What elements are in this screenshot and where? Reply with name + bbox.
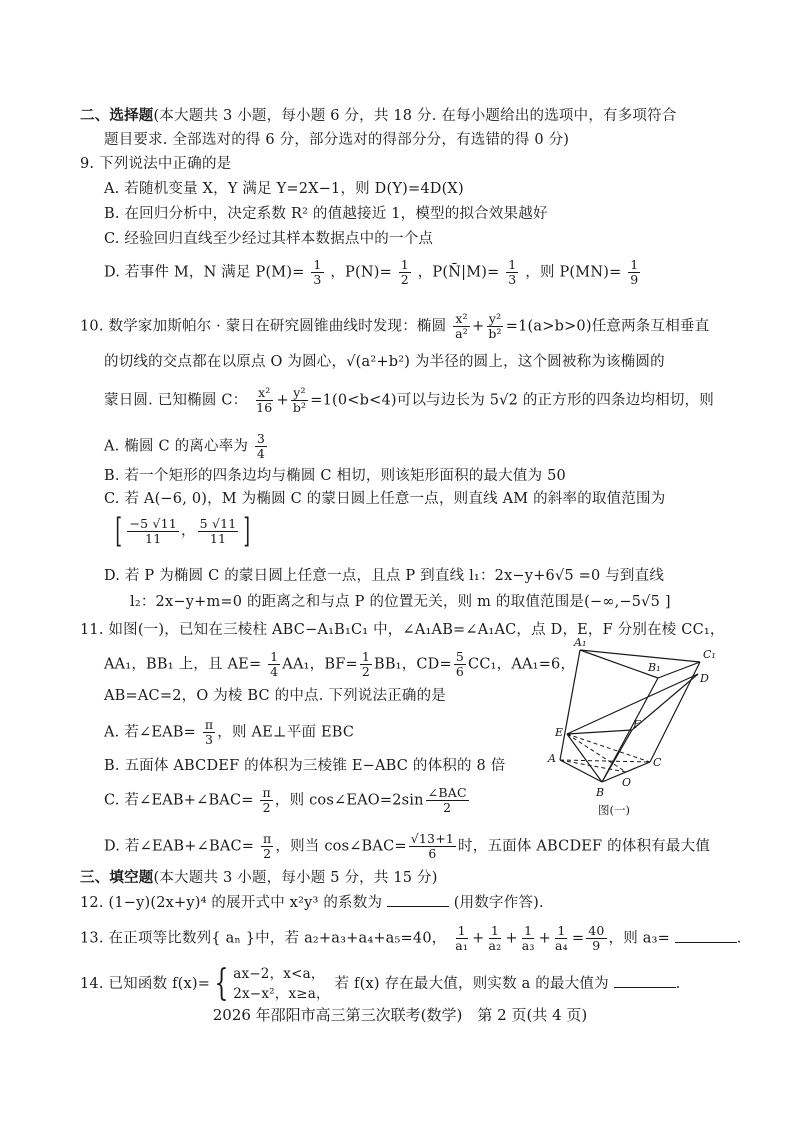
- q9-d-text: ，P(N̄|M)=: [417, 264, 500, 281]
- fraction: [254, 386, 274, 415]
- label-b: B: [596, 786, 605, 799]
- denominator: 6: [455, 664, 465, 679]
- q10-line-1: [80, 312, 709, 341]
- section-multi-intro-2: 题目要求. 全部选对的得 6 分，部分选对的得部分分，有选错的得 0 分): [104, 132, 570, 148]
- denominator: 11: [209, 530, 227, 546]
- edge-e-c-hidden: [567, 734, 650, 762]
- label-e: E: [555, 726, 564, 739]
- numerator: 1: [508, 257, 517, 272]
- numerator: 1: [361, 649, 370, 664]
- q13-text: .: [736, 930, 742, 947]
- section-multi-header: [80, 106, 677, 126]
- denominator: 2: [443, 800, 452, 815]
- section-fill-intro: (本大题共 3 小题，每小题 5 分，共 15 分): [153, 870, 438, 886]
- numerator: 3: [256, 431, 266, 446]
- numerator: y²: [293, 385, 306, 400]
- numerator: π: [262, 785, 271, 800]
- fraction: [260, 786, 272, 815]
- denominator: 2: [400, 272, 409, 287]
- denominator: a₄: [554, 938, 568, 953]
- denominator: a₃: [521, 938, 535, 953]
- q11-d-text: ，则当 cos∠BAC=: [275, 838, 407, 855]
- fraction: [453, 924, 470, 953]
- q11-c-text: ，则 cos∠EAO=2sin: [274, 792, 424, 809]
- edge-a-b: [560, 760, 602, 782]
- edge-e-f: [567, 730, 632, 734]
- q10-text: =1(a>b>0)任意两条互相垂直: [505, 318, 710, 335]
- q11-option-c: [104, 786, 471, 815]
- q10-line-2: 的切线的交点都在以原点 O 为圆心，√(a²+b²) 为半径的圆上，这个圆被称为该椭圆的: [104, 354, 665, 370]
- fraction: [553, 924, 570, 953]
- denominator: 3: [204, 732, 214, 747]
- q11-a-text: A. 若∠EAB=: [104, 724, 197, 741]
- case-1: ax−2，x<a，: [233, 966, 325, 982]
- q12-text: (用数字作答).: [453, 895, 544, 911]
- edge-f-b: [602, 730, 632, 782]
- numerator: 1: [457, 923, 466, 938]
- left-bracket-icon: [: [115, 511, 123, 551]
- edge-a1-a: [560, 650, 580, 760]
- numerator: 5: [455, 649, 465, 664]
- denominator: 16: [256, 400, 273, 415]
- figure-caption: 图(一): [598, 803, 630, 817]
- left-brace-icon: {: [214, 963, 229, 1004]
- fraction: [255, 432, 267, 461]
- denominator: b²: [488, 326, 502, 341]
- fraction: [487, 924, 504, 953]
- q10-a-text: A. 椭圆 C 的离心率为: [104, 438, 249, 455]
- numerator: π: [262, 831, 272, 846]
- q9-option-d: [104, 258, 642, 287]
- q9-option-b: B. 在回归分析中，决定系数 R² 的值越接近 1，模型的拟合效果越好: [104, 206, 548, 222]
- numerator: √13+1: [410, 831, 455, 846]
- fraction: [311, 258, 323, 287]
- edge-e-b: [567, 734, 602, 782]
- q14-text: 14. 已知函数 f(x)=: [80, 976, 211, 992]
- numerator: −5 √11: [129, 515, 177, 531]
- section-fill-title: 三、填空题: [80, 869, 154, 886]
- fraction: [520, 924, 537, 953]
- label-o: O: [622, 776, 632, 789]
- q9-d-text: D. 若事件 M，N 满足 P(M)=: [104, 264, 305, 281]
- q13: 13. 在正项等比数列{ aₙ }中，若 a₂+a₃+a₄+a₅=40， $\frac{1}{\text{a₁}}$ + $\frac{1}{\text{a₂}}$ + $\frac{1}{\text{a₃}}$ + $\frac{1}{\text{a₄}}$ = $\frac{40}{9}$ ，则 a₃= .: [80, 923, 742, 953]
- numerator: 1: [630, 257, 639, 272]
- numerator: 1: [313, 257, 322, 272]
- case-2: 2x−x²，x≥a，: [233, 986, 330, 1002]
- q9-stem: 9. 下列说法中正确的是: [80, 156, 232, 172]
- denominator: 2: [262, 800, 271, 815]
- denominator: 3: [313, 272, 322, 287]
- prism-figure: [540, 636, 730, 821]
- q11-option-a: [104, 718, 354, 747]
- section-multi-title: 二、选择题: [80, 107, 154, 124]
- numerator: y²: [488, 311, 502, 326]
- label-b1: B₁: [648, 661, 661, 674]
- numerator: 1: [524, 923, 533, 938]
- q10-option-c-interval: [112, 511, 254, 551]
- q11-line-1: 11. 如图(一)，已知在三棱柱 ABC−A₁B₁C₁ 中，∠A₁AB=∠A₁AC，点 D，E，F 分别在棱 CC₁，: [80, 622, 725, 638]
- q10-line-3: [104, 386, 714, 415]
- label-a: A: [548, 752, 556, 765]
- q9-d-text: ，则 P(MN)=: [525, 264, 622, 281]
- q11-a-text: ，则 AE⊥平面 EBC: [217, 724, 355, 741]
- fraction: [586, 924, 606, 953]
- q11-option-d: [104, 832, 710, 861]
- q11-line-3: AB=AC=2，O 为棱 BC 的中点. 下列说法正确的是: [104, 688, 446, 704]
- q12-text: 12. (1−y)(2x+y)⁴ 的展开式中 x²y³ 的系数为: [80, 895, 383, 911]
- denominator: a₁: [455, 938, 469, 953]
- denominator: 2: [263, 846, 272, 861]
- numerator: 1: [270, 649, 279, 664]
- q14-text: .: [675, 976, 681, 992]
- q14: [80, 964, 680, 1004]
- section-fill-header: [80, 868, 438, 888]
- q13-text: 13. 在正项等比数列{ aₙ }中，若 a₂+a₃+a₄+a₅=40，: [80, 930, 447, 947]
- label-f: F: [633, 718, 641, 731]
- q10-text: 10. 数学家加斯帕尔 · 蒙日在研究圆锥曲线时发现：椭圆: [80, 318, 447, 335]
- fraction: [453, 312, 470, 341]
- page-footer: 2026 年邵阳市高三第三次联考(数学) 第 2 页(共 4 页): [212, 1006, 588, 1024]
- numerator: 1: [490, 923, 500, 938]
- q9-option-a: A. 若随机变量 X，Y 满足 Y=2X−1，则 D(Y)=4D(X): [104, 181, 464, 197]
- q11-text: BB₁，CD=: [373, 656, 452, 673]
- fraction: [409, 832, 456, 861]
- numerator: x²: [258, 385, 271, 400]
- denominator: 6: [428, 846, 437, 861]
- numerator: 1: [557, 923, 566, 938]
- fraction: [261, 832, 273, 861]
- label-c1: C₁: [703, 648, 716, 661]
- label-c: C: [653, 756, 662, 769]
- q13-text: ，则 a₃=: [608, 930, 670, 947]
- numerator: x²: [455, 311, 468, 326]
- q11-option-b: B. 五面体 ABCDEF 的体积为三棱锥 E−ABC 的体积的 8 倍: [104, 758, 506, 774]
- label-a1: A₁: [574, 636, 587, 649]
- q10-option-d-line-1: D. 若 P 为椭圆 C 的蒙日圆上任意一点，且点 P 到直线 l₁：2x−y+6√5 =0 与到直线: [104, 568, 665, 584]
- q9-d-text: ，P(N)=: [330, 264, 392, 281]
- q11-line-2: [104, 650, 575, 679]
- q10-option-a: [104, 432, 269, 461]
- q10-option-b: B. 若一个矩形的四条边均与椭圆 C 相切，则该矩形面积的最大值为 50: [104, 468, 566, 484]
- denominator: 4: [256, 446, 266, 461]
- fraction: [360, 650, 372, 679]
- fraction: [426, 786, 469, 815]
- denominator: a₂: [488, 938, 502, 953]
- right-bracket-icon: ]: [243, 511, 251, 551]
- piecewise-cases: [233, 964, 330, 1004]
- plus-sign: +: [471, 318, 485, 335]
- q11-d-text: D. 若∠EAB+∠BAC=: [104, 838, 255, 855]
- fraction: [486, 312, 503, 341]
- numerator: 5 √11: [199, 515, 237, 531]
- fraction: [506, 258, 518, 287]
- label-d: D: [700, 672, 709, 685]
- denominator: 3: [508, 272, 517, 287]
- q10-option-c: C. 若 A(−6, 0)，M 为椭圆 C 的蒙日圆上任意一点，则直线 AM 的斜率的取值范围为: [104, 491, 666, 507]
- separator: ，: [180, 523, 196, 539]
- denominator: 9: [630, 272, 639, 287]
- section-multi-intro: (本大题共 3 小题，每小题 6 分，共 18 分. 在每小题给出的选项中，有多项符合: [153, 108, 677, 124]
- q14-answer-blank[interactable]: [614, 973, 676, 988]
- q9-option-c: C. 经验回归直线至少经过其样本数据点中的一个点: [104, 231, 434, 247]
- fraction: [198, 517, 239, 546]
- q12-answer-blank[interactable]: [387, 892, 449, 907]
- numerator: 1: [400, 257, 409, 272]
- fraction: [268, 650, 280, 679]
- denominator: b²: [292, 400, 307, 415]
- q10-text: 蒙日圆. 已知椭圆 C：: [104, 392, 248, 409]
- fraction: [291, 386, 308, 415]
- q14-text: 若 f(x) 存在最大值，则实数 a 的最大值为: [334, 976, 609, 992]
- numerator: ∠BAC: [427, 785, 467, 800]
- q11-text: CC₁，AA₁=6，: [468, 656, 576, 673]
- plus-sign: +: [276, 392, 289, 409]
- denominator: 9: [592, 938, 601, 953]
- fraction: [399, 258, 411, 287]
- numerator: 40: [588, 923, 605, 938]
- denominator: 4: [270, 664, 279, 679]
- q11-c-text: C. 若∠EAB+∠BAC=: [104, 792, 254, 809]
- numerator: π: [204, 717, 214, 732]
- denominator: 11: [145, 530, 162, 546]
- q11-text: AA₁，BB₁ 上，且 AE=: [104, 656, 262, 673]
- q11-d-text: 时，五面体 ABCDEF 的体积有最大值: [458, 838, 711, 855]
- q12: [80, 892, 544, 913]
- fraction: [454, 650, 466, 679]
- q10-option-d-line-2: l₂：2x−y+m=0 的距离之和与点 P 的位置无关，则 m 的取值范围是(−∞,−5√5 ]: [130, 594, 671, 610]
- edge-a-c-hidden: [560, 760, 650, 762]
- q13-answer-blank[interactable]: [675, 928, 737, 943]
- denominator: 2: [361, 664, 370, 679]
- fraction: [127, 517, 178, 546]
- q10-text: =1(0<b<4)可以与边长为 5√2 的正方形的四条边均相切，则: [310, 392, 714, 409]
- fraction: [628, 258, 640, 287]
- fraction: [203, 718, 215, 747]
- q11-text: AA₁，BF=: [282, 656, 358, 673]
- edge-f-d: [632, 674, 698, 730]
- denominator: a²: [455, 326, 468, 341]
